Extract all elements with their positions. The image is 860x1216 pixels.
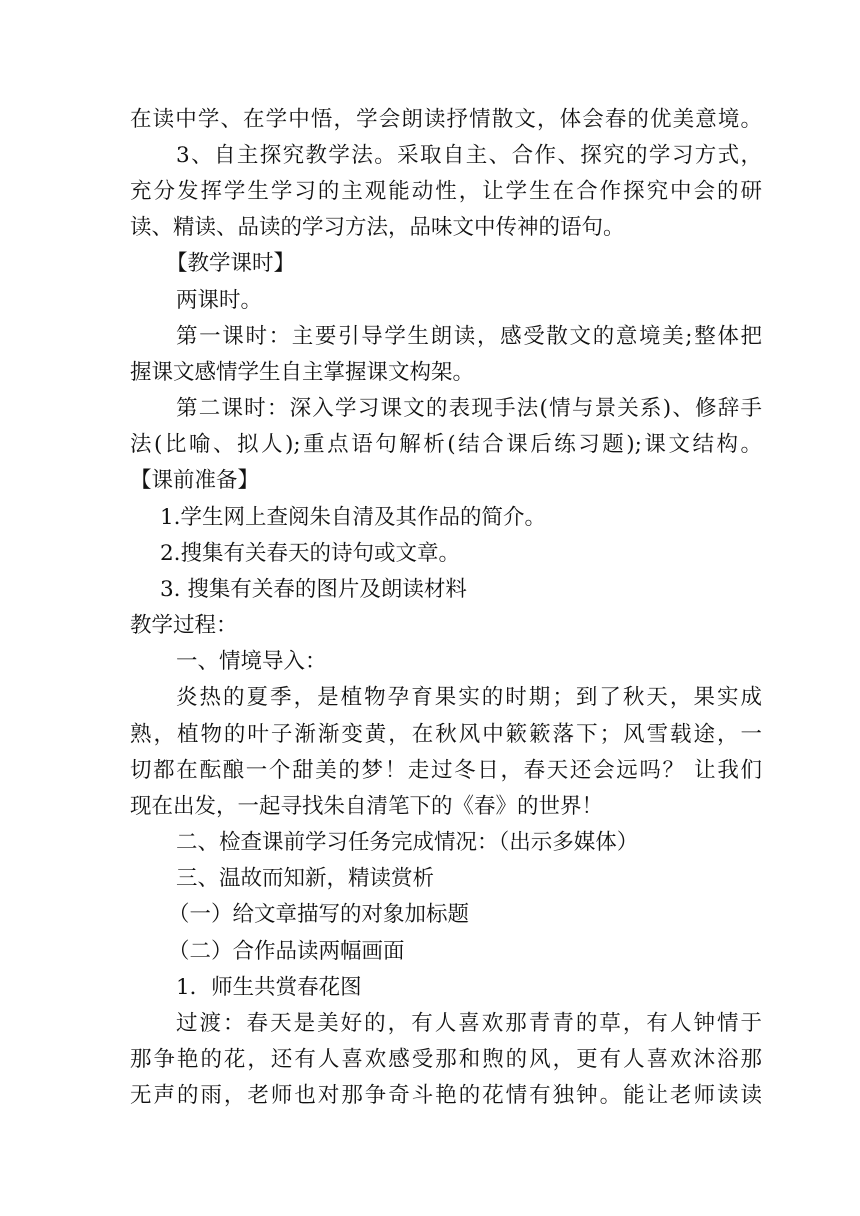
text-line: 三、温故而知新，精读赏析: [176, 866, 435, 891]
text-line: 无声的雨，老师也对那争奇斗艳的花情有独钟。能让老师读读: [130, 1083, 762, 1108]
text-line: 那争艳的花，还有人喜欢感受那和煦的风，更有人喜欢沐浴那: [130, 1047, 762, 1072]
text-line: 切都在酝酿一个甜美的梦！走过冬日，春天还会远吗？ 让我们: [130, 758, 762, 783]
text-line: 现在出发，一起寻找朱自清笔下的《春》的世界！: [130, 794, 604, 819]
text-line: 熟，植物的叶子渐渐变黄，在秋风中簌簌落下；风雪载途，一: [130, 722, 762, 747]
section-heading: 【课前准备】: [130, 468, 260, 493]
text-line: 充分发挥学生学习的主观能动性，让学生在合作探究中会的研: [130, 179, 762, 204]
section-heading: 教学过程：: [130, 613, 238, 638]
text-line: 第二课时：深入学习课文的表现手法(情与景关系)、修辞手: [176, 396, 762, 421]
text-line: 第一课时：主要引导学生朗读，感受散文的意境美;整体把: [176, 324, 762, 349]
text-line: 在读中学、在学中悟，学会朗读抒情散文，体会春的优美意境。: [130, 107, 762, 132]
text-line: 1．师生共赏春花图: [176, 975, 362, 1000]
text-line: 二、检查课前学习任务完成情况：（出示多媒体）: [176, 830, 639, 855]
text-line: 两课时。: [176, 288, 263, 313]
text-line: 炎热的夏季，是植物孕育果实的时期；到了秋天，果实成: [176, 685, 762, 710]
text-line: （一）给文章描写的对象加标题: [168, 902, 470, 927]
text-line: 一、情境导入：: [176, 649, 327, 674]
list-item: 1.学生网上查阅朱自清及其作品的简介。: [160, 505, 547, 530]
text-line: 过渡：春天是美好的，有人喜欢那青青的草，有人钟情于: [176, 1011, 762, 1036]
text-line: 握课文感情学生自主掌握课文构架。: [130, 360, 475, 385]
text-line: 法(比喻、拟人);重点语句解析(结合课后练习题);课文结构。: [130, 432, 762, 457]
text-line: 读、精读、品读的学习方法，品味文中传神的语句。: [130, 215, 625, 240]
list-item: 2.搜集有关春天的诗句或文章。: [160, 541, 461, 566]
text-line: （二）合作品读两幅画面: [168, 939, 405, 964]
section-heading: 【教学课时】: [166, 251, 296, 276]
text-line: 3、自主探究教学法。采取自主、合作、探究的学习方式，: [176, 143, 762, 168]
list-item: 3. 搜集有关春的图片及朗读材料: [160, 577, 467, 602]
